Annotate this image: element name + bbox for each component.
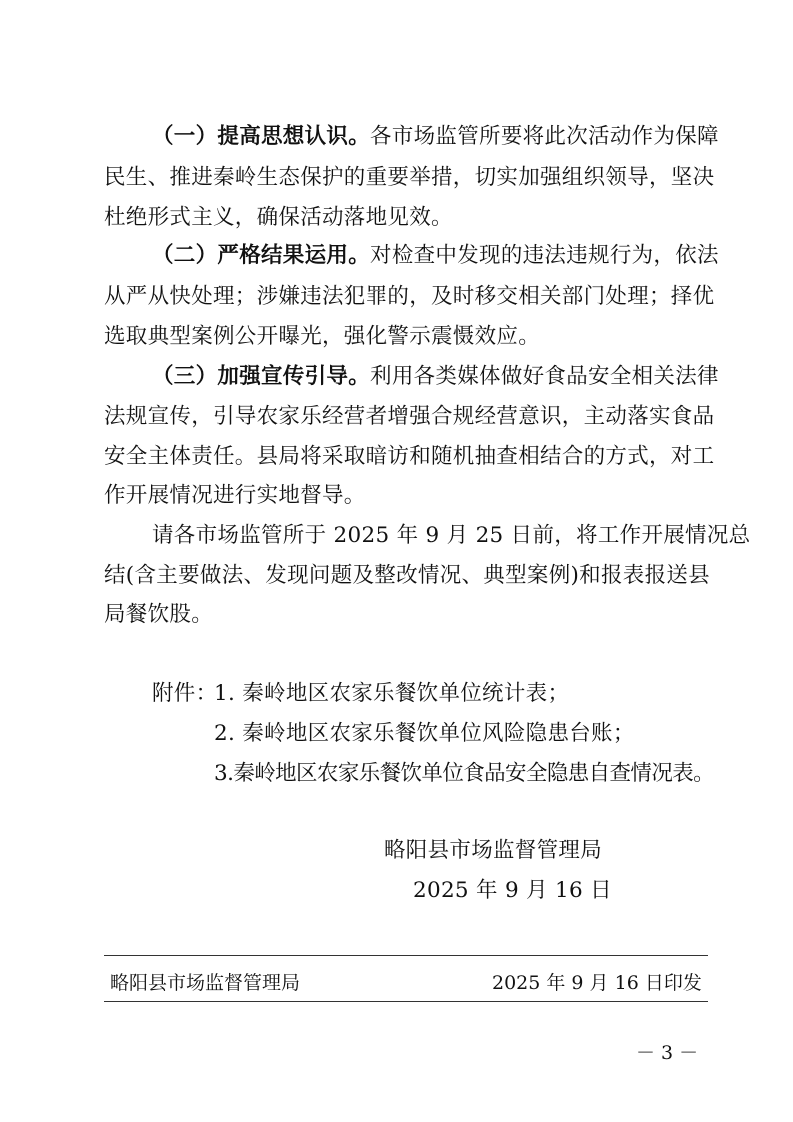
signature-date: 2025 年 9 月 16 日 — [413, 878, 612, 903]
section-2-line: 选取典型案例公开曝光，强化警示震慑效应。 — [104, 324, 541, 349]
request-line: 结(含主要做法、发现问题及整改情况、典型案例)和报表报送县 — [104, 563, 710, 588]
section-2-text: 对检查中发现的违法违规行为，依法 — [370, 243, 719, 268]
section-3-heading: （三）加强宣传引导。 — [152, 364, 371, 389]
attachments-label: 附件： — [152, 681, 218, 706]
attachment-item: 1. 秦岭地区农家乐餐饮单位统计表； — [214, 681, 570, 706]
attachment-item: 3.秦岭地区农家乐餐饮单位食品安全隐患自查情况表。 — [214, 761, 715, 786]
page-number: － 3 － — [636, 1042, 699, 1064]
section-3-line: 安全主体责任。县局将采取暗访和随机抽查相结合的方式，对工 — [104, 444, 715, 469]
attachment-item: 2. 秦岭地区农家乐餐饮单位风险隐患台账； — [214, 721, 635, 746]
request-line: 请各市场监管所于 2025 年 9 月 25 日前，将工作开展情况总 — [152, 523, 751, 548]
section-3-text: 利用各类媒体做好食品安全相关法律 — [370, 364, 719, 389]
section-1-line: 杜绝形式主义，确保活动落地见效。 — [104, 205, 453, 230]
section-3-line: 法规宣传，引导农家乐经营者增强合规经营意识，主动落实食品 — [104, 404, 715, 429]
footer-rule-top — [104, 955, 708, 956]
section-1-text: 各市场监管所要将此次活动作为保障 — [370, 124, 719, 149]
section-1-line: 民生、推进秦岭生态保护的重要举措，切实加强组织领导，坚决 — [104, 165, 715, 190]
section-2-heading: （二）严格结果运用。 — [152, 243, 371, 268]
section-3-line: 作开展情况进行实地督导。 — [104, 483, 366, 508]
section-1-heading: （一）提高思想认识。 — [152, 124, 371, 149]
footer-issue-date: 2025 年 9 月 16 日印发 — [492, 972, 702, 994]
request-line: 局餐饮股。 — [104, 602, 214, 627]
footer-rule-bottom — [104, 1001, 708, 1002]
section-3-first-line — [152, 362, 752, 392]
section-2-line: 从严从快处理；涉嫌违法犯罪的，及时移交相关部门处理；择优 — [104, 284, 715, 309]
footer-issuer: 略阳县市场监督管理局 — [110, 972, 301, 994]
section-1-first-line — [152, 122, 752, 152]
section-2-first-line — [152, 241, 752, 271]
signature-org: 略阳县市场监督管理局 — [384, 838, 603, 863]
